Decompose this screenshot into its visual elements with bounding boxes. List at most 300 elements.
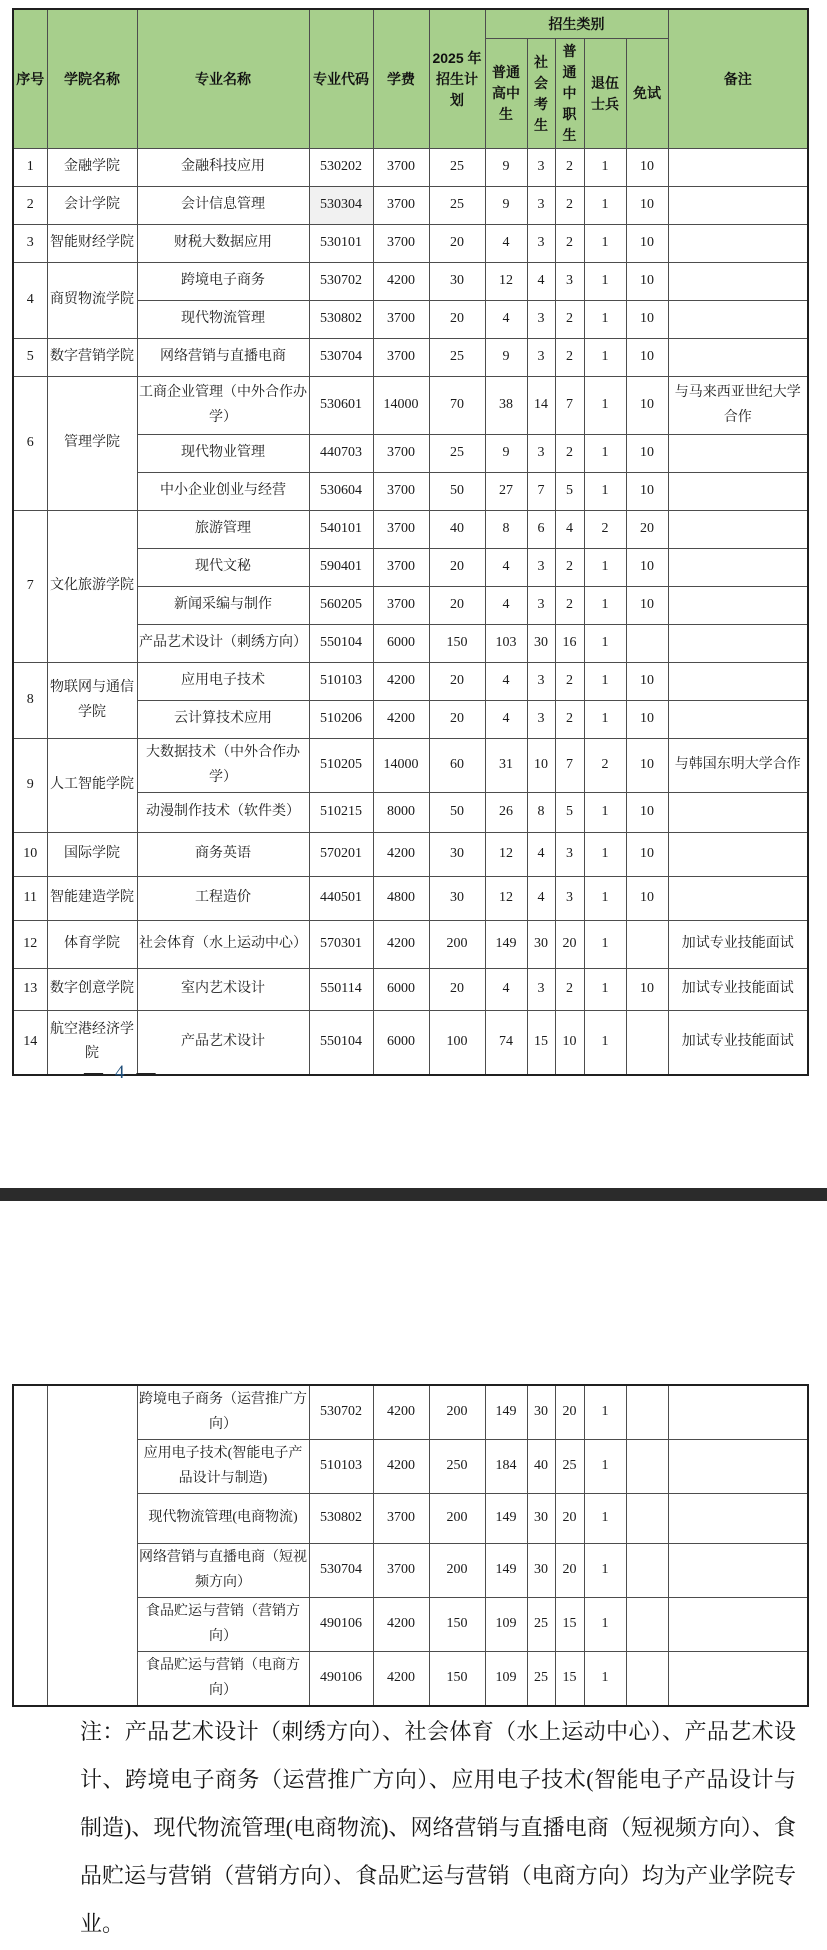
cat-veteran: 1 [584, 149, 626, 187]
remark [668, 549, 808, 587]
tuition-fee: 3700 [373, 549, 429, 587]
cat-regular-high: 26 [485, 793, 527, 833]
cat-veteran: 1 [584, 625, 626, 663]
remark [668, 1385, 808, 1440]
cat-social: 30 [527, 921, 555, 969]
college-index: 12 [13, 921, 47, 969]
cat-exempt: 10 [626, 969, 668, 1011]
major-code: 550104 [309, 1011, 373, 1075]
cat-veteran: 2 [584, 511, 626, 549]
major-code: 490106 [309, 1598, 373, 1652]
plan-2025: 250 [429, 1440, 485, 1494]
tuition-fee: 3700 [373, 187, 429, 225]
plan-2025: 200 [429, 1544, 485, 1598]
cat-exempt: 10 [626, 793, 668, 833]
cat-exempt [626, 921, 668, 969]
cat-exempt: 10 [626, 701, 668, 739]
cat-exempt: 10 [626, 739, 668, 793]
header-cat-regular-high: 普通高中生 [485, 39, 527, 149]
cat-veteran: 1 [584, 377, 626, 435]
cat-secondary-voc: 2 [555, 339, 584, 377]
college-index: 3 [13, 225, 47, 263]
cat-veteran: 2 [584, 739, 626, 793]
plan-2025: 20 [429, 587, 485, 625]
remark [668, 663, 808, 701]
cat-secondary-voc: 5 [555, 793, 584, 833]
cat-regular-high: 4 [485, 663, 527, 701]
cat-secondary-voc: 20 [555, 1385, 584, 1440]
plan-2025: 20 [429, 701, 485, 739]
footnote-text: 注：产品艺术设计（刺绣方向）、社会体育（水上运动中心）、产品艺术设计、跨境电子商务（运营推广方向）、应用电子技术(智能电子产品设计与制造)、现代物流管理(电商物流)、网络营销与直播电商（短视频方向）、食品贮运与营销（营销方向）、食品贮运与营销（电商方向）均为产业学院专业。 [80, 1719, 796, 1936]
cat-secondary-voc: 16 [555, 625, 584, 663]
cat-exempt [626, 1652, 668, 1707]
cat-veteran: 1 [584, 473, 626, 511]
tuition-fee: 14000 [373, 739, 429, 793]
cat-social: 3 [527, 587, 555, 625]
admission-plan-table-continuation [12, 1384, 809, 1707]
header-cat-secondary-voc: 普通中职生 [555, 39, 584, 149]
plan-2025: 20 [429, 663, 485, 701]
college-name: 会计学院 [47, 187, 137, 225]
tuition-fee: 3700 [373, 511, 429, 549]
major-code: 510205 [309, 739, 373, 793]
cat-veteran: 1 [584, 1598, 626, 1652]
cat-veteran: 1 [584, 969, 626, 1011]
major-name: 现代物业管理 [137, 435, 309, 473]
cat-social: 3 [527, 969, 555, 1011]
major-code: 550114 [309, 969, 373, 1011]
header-code: 专业代码 [309, 9, 373, 149]
page-separator-bar [0, 1188, 827, 1201]
remark [668, 301, 808, 339]
major-name: 中小企业创业与经营 [137, 473, 309, 511]
cat-veteran: 1 [584, 1494, 626, 1544]
page-number-dash-right: — [136, 1062, 158, 1083]
cat-regular-high: 4 [485, 587, 527, 625]
plan-2025: 30 [429, 877, 485, 921]
college-index: 2 [13, 187, 47, 225]
plan-2025: 150 [429, 1598, 485, 1652]
page-number [84, 1062, 244, 1084]
cat-secondary-voc: 3 [555, 263, 584, 301]
major-name: 室内艺术设计 [137, 969, 309, 1011]
header-college: 学院名称 [47, 9, 137, 149]
major-name: 会计信息管理 [137, 187, 309, 225]
cat-regular-high: 4 [485, 701, 527, 739]
plan-2025: 30 [429, 833, 485, 877]
college-index: 10 [13, 833, 47, 877]
cat-secondary-voc: 20 [555, 921, 584, 969]
remark [668, 187, 808, 225]
cat-regular-high: 31 [485, 739, 527, 793]
major-code: 560205 [309, 587, 373, 625]
plan-2025: 20 [429, 969, 485, 1011]
major-code: 590401 [309, 549, 373, 587]
tuition-fee: 3700 [373, 435, 429, 473]
tuition-fee: 4200 [373, 701, 429, 739]
major-code: 530604 [309, 473, 373, 511]
tuition-fee: 3700 [373, 301, 429, 339]
cat-secondary-voc: 2 [555, 225, 584, 263]
tuition-fee: 4200 [373, 833, 429, 877]
cat-social: 3 [527, 301, 555, 339]
cat-secondary-voc: 2 [555, 149, 584, 187]
cat-secondary-voc: 15 [555, 1598, 584, 1652]
cat-regular-high: 149 [485, 1494, 527, 1544]
major-name: 金融科技应用 [137, 149, 309, 187]
remark [668, 1652, 808, 1707]
cat-social: 40 [527, 1440, 555, 1494]
major-code: 440703 [309, 435, 373, 473]
tuition-fee: 4800 [373, 877, 429, 921]
plan-2025: 25 [429, 187, 485, 225]
major-name: 商务英语 [137, 833, 309, 877]
remark [668, 339, 808, 377]
major-code: 530802 [309, 301, 373, 339]
remark [668, 511, 808, 549]
remark [668, 263, 808, 301]
plan-2025: 100 [429, 1011, 485, 1075]
cat-veteran: 1 [584, 263, 626, 301]
remark: 加试专业技能面试 [668, 921, 808, 969]
cat-secondary-voc: 2 [555, 701, 584, 739]
cat-exempt: 10 [626, 339, 668, 377]
tuition-fee: 3700 [373, 587, 429, 625]
major-code: 510103 [309, 1440, 373, 1494]
cat-social: 7 [527, 473, 555, 511]
cat-social: 25 [527, 1652, 555, 1707]
cat-exempt: 10 [626, 549, 668, 587]
major-code: 550104 [309, 625, 373, 663]
college-name: 商贸物流学院 [47, 263, 137, 339]
major-code: 530101 [309, 225, 373, 263]
tuition-fee: 3700 [373, 1544, 429, 1598]
cat-regular-high: 4 [485, 301, 527, 339]
college-name: 国际学院 [47, 833, 137, 877]
remark: 加试专业技能面试 [668, 1011, 808, 1075]
cat-social: 30 [527, 1494, 555, 1544]
tuition-fee: 6000 [373, 1011, 429, 1075]
cat-veteran: 1 [584, 921, 626, 969]
tuition-fee: 8000 [373, 793, 429, 833]
cat-veteran: 1 [584, 833, 626, 877]
cat-exempt: 10 [626, 473, 668, 511]
college-name: 数字营销学院 [47, 339, 137, 377]
tuition-fee: 14000 [373, 377, 429, 435]
major-name: 大数据技术（中外合作办学） [137, 739, 309, 793]
cat-exempt: 10 [626, 301, 668, 339]
college-index: 9 [13, 739, 47, 833]
cat-exempt [626, 1598, 668, 1652]
remark [668, 833, 808, 877]
cat-exempt [626, 1385, 668, 1440]
plan-2025: 50 [429, 473, 485, 511]
cat-exempt: 20 [626, 511, 668, 549]
major-name: 食品贮运与营销（电商方向） [137, 1652, 309, 1707]
cat-regular-high: 103 [485, 625, 527, 663]
remark [668, 1494, 808, 1544]
major-code: 570201 [309, 833, 373, 877]
tuition-fee: 3700 [373, 473, 429, 511]
cat-secondary-voc: 15 [555, 1652, 584, 1707]
cat-veteran: 1 [584, 225, 626, 263]
cat-exempt: 10 [626, 587, 668, 625]
cat-veteran: 1 [584, 877, 626, 921]
major-name: 产品艺术设计（刺绣方向） [137, 625, 309, 663]
cat-secondary-voc: 3 [555, 833, 584, 877]
cat-regular-high: 8 [485, 511, 527, 549]
cat-veteran: 1 [584, 587, 626, 625]
page-number-value: 4 [115, 1062, 127, 1083]
college-index [13, 1385, 47, 1706]
college-index: 4 [13, 263, 47, 339]
table-header [13, 9, 808, 149]
cat-secondary-voc: 2 [555, 301, 584, 339]
plan-2025: 50 [429, 793, 485, 833]
cat-secondary-voc: 5 [555, 473, 584, 511]
cat-exempt: 10 [626, 187, 668, 225]
major-name: 应用电子技术(智能电子产品设计与制造) [137, 1440, 309, 1494]
major-name: 网络营销与直播电商（短视频方向） [137, 1544, 309, 1598]
plan-2025: 25 [429, 435, 485, 473]
major-code: 530702 [309, 263, 373, 301]
cat-regular-high: 109 [485, 1598, 527, 1652]
tuition-fee: 4200 [373, 263, 429, 301]
major-code: 490106 [309, 1652, 373, 1707]
major-code: 530702 [309, 1385, 373, 1440]
cat-regular-high: 9 [485, 187, 527, 225]
major-name: 网络营销与直播电商 [137, 339, 309, 377]
tuition-fee: 4200 [373, 1385, 429, 1440]
major-name: 云计算技术应用 [137, 701, 309, 739]
cat-social: 3 [527, 225, 555, 263]
cat-regular-high: 9 [485, 149, 527, 187]
cat-veteran: 1 [584, 701, 626, 739]
cat-secondary-voc: 7 [555, 377, 584, 435]
cat-regular-high: 109 [485, 1652, 527, 1707]
cat-exempt: 10 [626, 435, 668, 473]
major-code: 510206 [309, 701, 373, 739]
plan-2025: 70 [429, 377, 485, 435]
college-name: 航空港经济学院 [47, 1011, 137, 1075]
major-code: 540101 [309, 511, 373, 549]
cat-veteran: 1 [584, 1652, 626, 1707]
remark [668, 877, 808, 921]
plan-2025: 25 [429, 339, 485, 377]
cat-regular-high: 12 [485, 263, 527, 301]
cat-social: 15 [527, 1011, 555, 1075]
college-name: 体育学院 [47, 921, 137, 969]
remark [668, 149, 808, 187]
cat-veteran: 1 [584, 793, 626, 833]
college-index: 11 [13, 877, 47, 921]
major-name: 动漫制作技术（软件类） [137, 793, 309, 833]
tuition-fee: 3700 [373, 339, 429, 377]
major-code: 440501 [309, 877, 373, 921]
cat-regular-high: 4 [485, 549, 527, 587]
tuition-fee: 3700 [373, 225, 429, 263]
cat-social: 3 [527, 663, 555, 701]
college-name: 物联网与通信学院 [47, 663, 137, 739]
remark [668, 587, 808, 625]
plan-2025: 20 [429, 225, 485, 263]
cat-secondary-voc: 2 [555, 549, 584, 587]
cat-social: 3 [527, 187, 555, 225]
major-code: 510215 [309, 793, 373, 833]
cat-social: 3 [527, 435, 555, 473]
cat-regular-high: 12 [485, 877, 527, 921]
plan-2025: 200 [429, 1494, 485, 1544]
header-cat-social: 社会考生 [527, 39, 555, 149]
header-no: 序号 [13, 9, 47, 149]
major-name: 工商企业管理（中外合作办学） [137, 377, 309, 435]
cat-regular-high: 9 [485, 435, 527, 473]
cat-exempt: 10 [626, 263, 668, 301]
cat-regular-high: 149 [485, 921, 527, 969]
tuition-fee: 4200 [373, 1440, 429, 1494]
plan-2025: 150 [429, 625, 485, 663]
remark [668, 793, 808, 833]
plan-2025: 20 [429, 549, 485, 587]
cat-veteran: 1 [584, 1544, 626, 1598]
cat-veteran: 1 [584, 301, 626, 339]
plan-2025: 30 [429, 263, 485, 301]
cat-secondary-voc: 2 [555, 187, 584, 225]
cat-exempt: 10 [626, 377, 668, 435]
major-name: 跨境电子商务（运营推广方向） [137, 1385, 309, 1440]
plan-2025: 200 [429, 921, 485, 969]
cat-secondary-voc: 2 [555, 435, 584, 473]
remark [668, 435, 808, 473]
major-code: 530704 [309, 1544, 373, 1598]
cat-secondary-voc: 2 [555, 663, 584, 701]
major-code: 530304 [309, 187, 373, 225]
major-code: 530601 [309, 377, 373, 435]
admission-plan-table-continued [12, 1384, 809, 1707]
major-name: 社会体育（水上运动中心） [137, 921, 309, 969]
cat-secondary-voc: 7 [555, 739, 584, 793]
college-name [47, 1385, 137, 1706]
college-index: 5 [13, 339, 47, 377]
cat-exempt [626, 1011, 668, 1075]
tuition-fee: 6000 [373, 969, 429, 1011]
major-name: 产品艺术设计 [137, 1011, 309, 1075]
cat-social: 30 [527, 1385, 555, 1440]
major-name: 食品贮运与营销（营销方向） [137, 1598, 309, 1652]
tuition-fee: 3700 [373, 149, 429, 187]
remark [668, 701, 808, 739]
college-name: 数字创意学院 [47, 969, 137, 1011]
cat-veteran: 1 [584, 1440, 626, 1494]
cat-regular-high: 184 [485, 1440, 527, 1494]
cat-veteran: 1 [584, 663, 626, 701]
cat-social: 4 [527, 263, 555, 301]
cat-veteran: 1 [584, 339, 626, 377]
cat-exempt [626, 1440, 668, 1494]
header-major: 专业名称 [137, 9, 309, 149]
cat-exempt: 10 [626, 833, 668, 877]
cat-exempt: 10 [626, 877, 668, 921]
college-name: 金融学院 [47, 149, 137, 187]
cat-exempt: 10 [626, 663, 668, 701]
cat-regular-high: 12 [485, 833, 527, 877]
cat-regular-high: 149 [485, 1385, 527, 1440]
cat-veteran: 1 [584, 1011, 626, 1075]
cat-veteran: 1 [584, 549, 626, 587]
cat-social: 8 [527, 793, 555, 833]
college-name: 智能建造学院 [47, 877, 137, 921]
cat-social: 3 [527, 339, 555, 377]
college-index: 13 [13, 969, 47, 1011]
header-cat-exempt: 免试 [626, 39, 668, 149]
cat-social: 3 [527, 549, 555, 587]
major-name: 跨境电子商务 [137, 263, 309, 301]
cat-secondary-voc: 2 [555, 969, 584, 1011]
remark [668, 1598, 808, 1652]
major-code: 530202 [309, 149, 373, 187]
cat-regular-high: 38 [485, 377, 527, 435]
college-name: 智能财经学院 [47, 225, 137, 263]
major-name: 工程造价 [137, 877, 309, 921]
cat-exempt [626, 1494, 668, 1544]
remark [668, 625, 808, 663]
plan-2025: 25 [429, 149, 485, 187]
cat-veteran: 1 [584, 1385, 626, 1440]
header-note: 备注 [668, 9, 808, 149]
tuition-fee: 4200 [373, 1652, 429, 1707]
page-number-dash-left: — [84, 1062, 105, 1083]
header-plan: 2025 年招生计划 [429, 9, 485, 149]
admission-plan-table-page4 [12, 8, 809, 1076]
major-name: 新闻采编与制作 [137, 587, 309, 625]
cat-regular-high: 4 [485, 225, 527, 263]
cat-social: 14 [527, 377, 555, 435]
tuition-fee: 4200 [373, 921, 429, 969]
tuition-fee: 4200 [373, 663, 429, 701]
major-name: 旅游管理 [137, 511, 309, 549]
cat-social: 4 [527, 833, 555, 877]
college-name: 管理学院 [47, 377, 137, 511]
tuition-fee: 3700 [373, 1494, 429, 1544]
cat-social: 30 [527, 625, 555, 663]
cat-regular-high: 149 [485, 1544, 527, 1598]
header-category-group: 招生类别 [485, 9, 668, 39]
cat-regular-high: 74 [485, 1011, 527, 1075]
college-index: 6 [13, 377, 47, 511]
remark: 加试专业技能面试 [668, 969, 808, 1011]
cat-secondary-voc: 25 [555, 1440, 584, 1494]
cat-social: 6 [527, 511, 555, 549]
table-body-continued [13, 1385, 808, 1706]
cat-exempt: 10 [626, 149, 668, 187]
major-code: 530704 [309, 339, 373, 377]
remark [668, 1440, 808, 1494]
cat-secondary-voc: 10 [555, 1011, 584, 1075]
remark [668, 473, 808, 511]
remark [668, 225, 808, 263]
major-code: 570301 [309, 921, 373, 969]
header-cat-veteran: 退伍士兵 [584, 39, 626, 149]
major-name: 现代文秘 [137, 549, 309, 587]
college-index: 1 [13, 149, 47, 187]
admission-plan-table [12, 8, 809, 1076]
cat-social: 3 [527, 701, 555, 739]
cat-social: 4 [527, 877, 555, 921]
cat-social: 3 [527, 149, 555, 187]
cat-exempt [626, 1544, 668, 1598]
major-name: 应用电子技术 [137, 663, 309, 701]
cat-social: 30 [527, 1544, 555, 1598]
